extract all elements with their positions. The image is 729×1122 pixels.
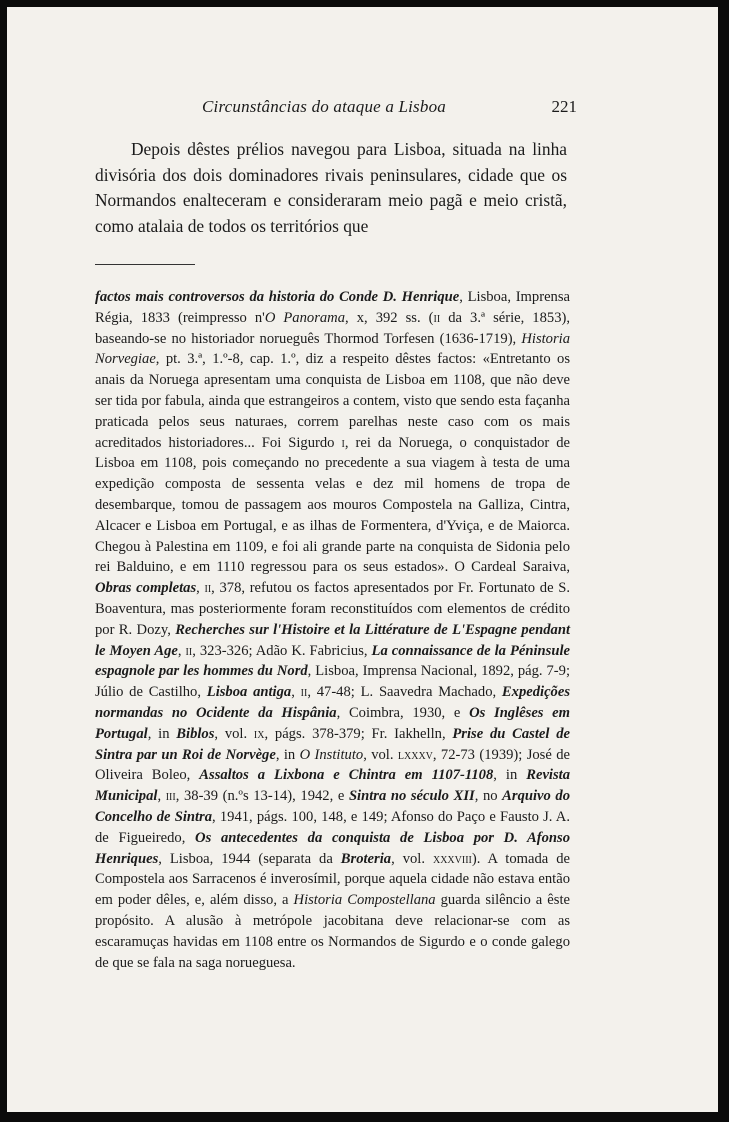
footnote-text: , págs. 378-379; Fr. Iakhelln, [264,725,453,742]
footnote-text: lxxxv [397,746,433,763]
footnote-text: Historia Norvegiae [95,330,570,368]
footnote-divider [95,264,195,265]
footnote-text: , [291,684,301,701]
footnote-text: xxxviii [432,850,472,867]
book-page [7,7,718,1112]
footnote-text: iii [165,788,176,805]
footnote-text: , no [474,788,503,805]
running-head [202,97,577,121]
footnote-text: , rei da Noruega, o conquistador de Lisboa em 1108, pois começando no precedente a sua viagem à testa de uma expedição composta de sessenta velas e dez mil homens de tropa de desembarque, tomou de passagem aos mouros Compostela na Galliza, Cintra, Alcacer e Lisboa em Portugal, e as ilhas de Formentera, d'Yviça, e de Maiorca. Chegou à Palestina em 1109, e foi ali grande parte na conquista de Sidonia pelo rei Balduino, e em 1110 regressou para os seus estados». O Cardeal Saraiva, [95,434,571,576]
footnote-text: , 378, refutou os factos apresentados por Fr. Fortunato de S. Boaventura, mas posteriormente foram reconstituídos com elementos de crédito por R. Dozy, [95,580,570,638]
footnote-text: Historia Compostellana [293,892,436,909]
running-title: Circunstâncias do ataque a Lisboa [202,97,446,116]
body-text [95,137,567,239]
footnote-text: , 47-48; L. Saavedra Machado, [307,684,502,701]
footnote-text: , vol. [214,725,254,742]
footnote-text: Expedições normandas no Ocidente da Hispânia [95,684,571,721]
footnote-text: , 323-326; Adão K. Fabricius, [192,642,372,659]
footnote-text: da 3.ª série, 1853), baseando-se no historiador norueguês Thormod Torfesen (1636-1719), [95,309,570,347]
footnote-text: , x, 392 ss. ( [345,309,434,326]
footnote-text: , 1941, págs. 100, 148, e 149; Afonso do Paço e Fausto J. A. de Figueiredo, [95,808,570,846]
footnote-text: , vol. [391,850,433,867]
footnote-text: , [177,642,186,659]
footnote-text: Revista Municipal [95,767,571,805]
footnote-text: ii [300,684,308,701]
footnote-text: , [196,580,205,597]
footnote-text: Prise du Castel de Sintra par un Roi de Norvège [95,725,570,763]
footnote-text: , in [275,746,300,763]
footnote-text: Sintra no século XII [348,788,475,805]
footnote-text: La connaissance de la Péninsule espagnole par les hommes du Nord [95,642,570,680]
footnote-text: , pt. 3.ª, 1.º-8, cap. 1.º, diz a respeito dêstes factos: «Entretanto os anais da Noruega apresentam uma conquista de Lisboa em 1108, que não deve ser tida por fabula, ainda que estrangeiros a contem, visto que sendo esta façanha praticada pelos seus naturaes, correm parelhas neste caso com os mais acreditados historiadores... Foi Sigurdo [95,351,570,451]
footnote-text: Assaltos a Lixbona e Chintra em 1107-1108 [199,767,494,784]
footnote-text: guarda silêncio a êste propósito. A alusão à metrópole jacobitana deve relacionar-se com as escaramuças havidas em 1108 entre os Normandos de Sigurdo e o conde galego de que se fala na saga norueguesa. [95,892,570,971]
footnote-text: , vol. [363,746,398,763]
footnote-text: Os antecedentes da conquista de Lisboa por D. Afonso Henriques [95,829,571,867]
footnote-text: Arquivo do Concelho de Sintra [95,788,571,825]
footnote-text: i [341,434,345,451]
footnote-text: O Instituto [299,746,364,763]
footnote [95,287,570,973]
footnote-text: , Lisboa, Imprensa Nacional, 1892, pág. 7-9; Júlio de Castilho, [95,663,571,701]
footnote-text: , [157,788,166,805]
footnote-text: Os Inglêses em Portugal [95,704,571,742]
footnote-text: ii [204,580,212,597]
footnote-text: ). A tomada de Compostela aos Sarracenos é inverosímil, porque aquela cidade não estava então em poder dêles, e, além disso, a [95,850,570,909]
footnote-text: , 72-73 (1939); José de Oliveira Boleo, [95,746,570,784]
footnote-text: factos mais controversos da historia do Conde D. Henrique [95,289,460,305]
footnote-text: Lisboa antiga [206,684,292,701]
footnote-text: , Lisboa, 1944 (separata da [158,850,341,867]
footnote-text: Broteria [340,850,392,867]
body-paragraph: Depois dêstes prélios navegou para Lisboa, situada na linha divisória dos dois dominadores rivais peninsulares, cidade que os Normandos enalteceram e consideraram meio pagã e meio cristã, como atalaia de todos os territórios que [95,139,567,236]
page-number: 221 [551,97,577,116]
footnote-text: ix [253,725,265,742]
footnote-paragraph [95,287,570,973]
footnote-text: Biblos [176,725,215,742]
footnote-text: , Coimbra, 1930, e [336,704,470,721]
footnote-text: , Lisboa, Imprensa Régia, 1833 (reimpresso n' [95,289,570,326]
footnote-text: , 38-39 (n.ºs 13-14), 1942, e [175,788,349,805]
footnote-text: , in [493,767,527,784]
footnote-text: O Panorama [264,309,346,326]
footnote-text: , in [147,725,177,742]
footnote-text: ii [185,642,193,659]
footnote-text: ii [433,309,441,326]
footnote-text: Recherches sur l'Histoire et la Littérature de L'Espagne pendant le Moyen Age [95,621,570,659]
footnote-text: Obras completas [95,580,197,597]
